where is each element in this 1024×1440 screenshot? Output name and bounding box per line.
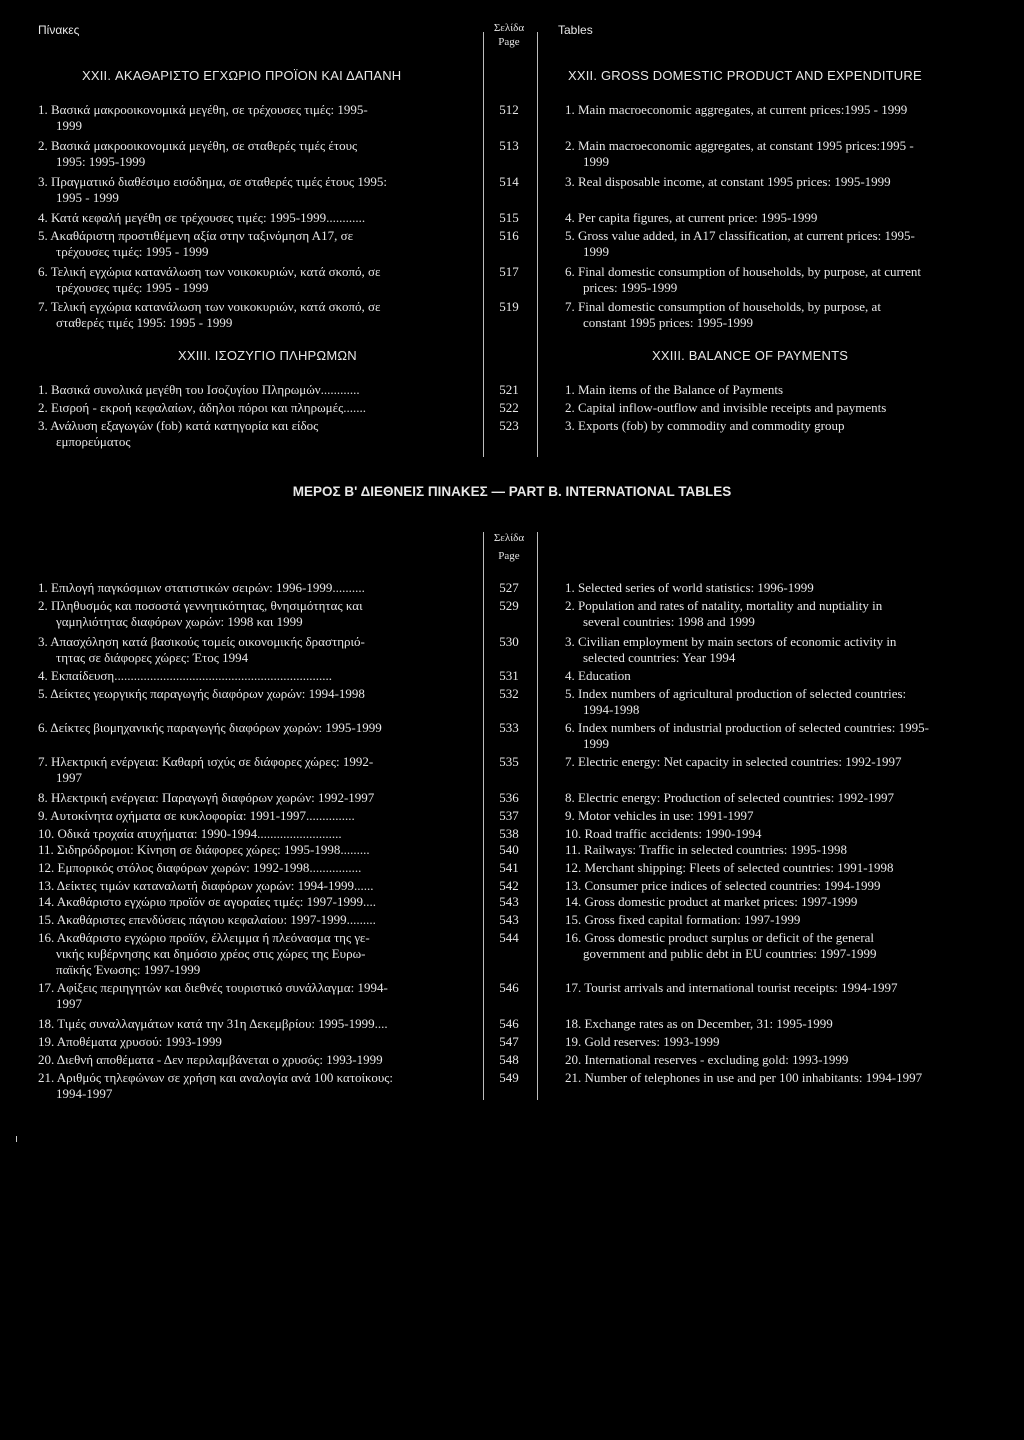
partb-entry-page-number: 547	[499, 1034, 519, 1049]
entry-title-en: 8. Electric energy: Production of selected countries: 1992-1997	[565, 790, 894, 805]
partb-entry-en	[565, 1034, 1005, 1050]
xxiii-entry-page-number: 522	[499, 400, 519, 415]
entry-title-en: 6. Index numbers of industrial production of selected countries: 1995-	[565, 720, 929, 735]
entry-title-gr: 4. Κατά κεφαλή μεγέθη σε τρέχουσες τιμές: 1995-1999............	[38, 210, 366, 225]
partb-entry-page-number: 549	[499, 1070, 519, 1085]
entry-title-en: 19. Gold reserves: 1993-1999	[565, 1034, 720, 1049]
partb-entry-gr	[38, 634, 480, 666]
partb-entry-page-number: 542	[499, 878, 519, 893]
xxii-entry-en	[565, 138, 1005, 170]
partb-entry-page-number: 529	[499, 598, 519, 613]
entry-title-en: 9. Motor vehicles in use: 1991-1997	[565, 808, 754, 823]
xxii-entry-en	[565, 102, 1005, 118]
partb-entry-en	[565, 930, 1005, 962]
xxii-entry-page-number: 517	[499, 264, 519, 279]
partb-entry-en	[565, 598, 1005, 630]
partb-entry-page-number: 541	[499, 860, 519, 875]
partb-entry-en	[565, 894, 1005, 910]
entry-title-en: 1. Selected series of world statistics: 1996-1999	[565, 580, 814, 595]
entry-title-gr: 2. Εισροή - εκροή κεφαλαίων, άδηλοι πόροι και πληρωμές.......	[38, 400, 366, 415]
entry-title-gr: 15. Ακαθάριστες επενδύσεις πάγιου κεφαλαίου: 1997-1999.........	[38, 912, 376, 927]
entry-title-en: 13. Consumer price indices of selected countries: 1994-1999	[565, 878, 881, 893]
entry-title-en-continued: government and public debt in EU countries: 1997-1999	[583, 946, 877, 961]
entry-title-gr: 6. Δείκτες βιομηχανικής παραγωγής διαφόρων χωρών: 1995-1999	[38, 720, 382, 735]
entry-title-gr: 5. Ακαθάριστη προστιθέμενη αξία στην ταξινόμηση Α17, σε	[38, 228, 354, 243]
partb-entry-gr	[38, 930, 480, 978]
entry-title-gr-continued: 1997	[56, 996, 82, 1011]
partb-entry-gr	[38, 686, 480, 702]
partb-entry-page-number: 538	[499, 826, 519, 841]
entry-title-en: 17. Tourist arrivals and international tourist receipts: 1994-1997	[565, 980, 898, 995]
column-rule-left	[483, 32, 484, 457]
entry-title-en: 21. Number of telephones in use and per 100 inhabitants: 1994-1997	[565, 1070, 923, 1085]
xxiii-entry-gr	[38, 382, 480, 398]
entry-title-gr: 2. Πληθυσμός και ποσοστά γεννητικότητας, θνησιμότητας και	[38, 598, 363, 613]
partb-entry-gr	[38, 580, 480, 596]
xxii-entry-gr	[38, 102, 480, 134]
entry-title-en-continued: several countries: 1998 and 1999	[583, 614, 755, 629]
partb-entry-page-number: 527	[499, 580, 519, 595]
partb-entry-page-number: 537	[499, 808, 519, 823]
xxii-entry-page-number: 514	[499, 174, 519, 189]
partb-entry-en	[565, 686, 1005, 718]
xxii-entry-gr	[38, 264, 480, 296]
column-rule-left-partb	[483, 532, 484, 1100]
header-page-label-gr: Σελίδα	[493, 22, 525, 34]
entry-title-en: 14. Gross domestic product at market prices: 1997-1999	[565, 894, 858, 909]
entry-title-en: 3. Civilian employment by main sectors of economic activity in	[565, 634, 897, 649]
partb-entry-gr	[38, 808, 480, 824]
entry-title-en-continued: selected countries: Year 1994	[583, 650, 736, 665]
entry-title-gr: 17. Αφίξεις περιηγητών και διεθνές τουριστικό συνάλλαγμα: 1994-	[38, 980, 388, 995]
entry-title-gr: 3. Ανάλυση εξαγωγών (fob) κατά κατηγορία και είδος	[38, 418, 319, 433]
partb-entry-gr	[38, 598, 480, 630]
partb-entry-gr	[38, 826, 480, 842]
entry-title-gr-continued: εμπορεύματος	[56, 434, 131, 449]
stray-mark	[16, 1136, 17, 1142]
xxii-entry-gr	[38, 174, 480, 206]
entry-title-gr: 1. Επιλογή παγκόσμιων στατιστικών σειρών: 1996-1999..........	[38, 580, 365, 595]
entry-title-gr-continued: παϊκής Ένωσης: 1997-1999	[56, 962, 201, 977]
partb-entry-gr	[38, 980, 480, 1012]
partb-entry-en	[565, 912, 1005, 928]
entry-title-gr: 8. Ηλεκτρική ενέργεια: Παραγωγή διαφόρων χωρών: 1992-1997	[38, 790, 375, 805]
xxii-entry-en	[565, 174, 1005, 190]
entry-title-gr-continued: νικής κυβέρνησης και δημόσιο χρέος στις χώρες της Ευρω-	[56, 946, 366, 961]
partb-entry-en	[565, 790, 1005, 806]
entry-title-en: 2. Population and rates of natality, mortality and nuptiality in	[565, 598, 883, 613]
entry-title-gr: 10. Οδικά τροχαία ατυχήματα: 1990-1994..........................	[38, 826, 342, 841]
partb-entry-page-number: 543	[499, 912, 519, 927]
partb-entry-en	[565, 1016, 1005, 1032]
partb-entry-en	[565, 1052, 1005, 1068]
partb-entry-gr	[38, 668, 480, 684]
entry-title-gr-continued: τητας σε διάφορες χώρες: Έτος 1994	[56, 650, 249, 665]
entry-title-gr: 19. Αποθέματα χρυσού: 1993-1999	[38, 1034, 222, 1049]
partb-entry-en	[565, 826, 1005, 842]
partb-entry-en	[565, 1070, 1005, 1086]
xxiii-entry-page-number: 521	[499, 382, 519, 397]
partb-entry-gr	[38, 1070, 480, 1102]
xxii-entry-page-number: 516	[499, 228, 519, 243]
partb-entry-page-number: 530	[499, 634, 519, 649]
header-right-label: Tables	[558, 23, 593, 37]
entry-title-gr: 7. Ηλεκτρική ενέργεια: Καθαρή ισχύς σε διάφορες χώρες: 1992-	[38, 754, 374, 769]
entry-title-en-continued: 1999	[583, 244, 609, 259]
entry-title-en-continued: prices: 1995-1999	[583, 280, 678, 295]
partb-entry-gr	[38, 860, 480, 876]
xxii-entry-page-number: 519	[499, 299, 519, 314]
xxii-entry-en	[565, 228, 1005, 260]
partb-entry-page-number: 548	[499, 1052, 519, 1067]
section-xxiii-title-en: XXIII. BALANCE OF PAYMENTS	[652, 348, 849, 363]
entry-title-gr-continued: 1997	[56, 770, 82, 785]
partb-entry-en	[565, 980, 1005, 996]
xxii-entry-gr	[38, 299, 480, 331]
xxii-entry-gr	[38, 228, 480, 260]
partb-entry-page-number: 532	[499, 686, 519, 701]
entry-title-gr-continued: γαμηλιότητας διαφόρων χωρών: 1998 και 1999	[56, 614, 303, 629]
xxiii-entry-en	[565, 382, 1005, 398]
partb-entry-gr	[38, 842, 480, 858]
part-b-page-label-en: Page	[498, 550, 520, 562]
xxiii-entry-gr	[38, 418, 480, 450]
entry-title-gr: 12. Εμπορικός στόλος διαφόρων χωρών: 1992-1998................	[38, 860, 362, 875]
entry-title-en: 5. Index numbers of agricultural production of selected countries:	[565, 686, 907, 701]
entry-title-gr: 21. Αριθμός τηλεφώνων σε χρήση και αναλογία ανά 100 κατοίκους:	[38, 1070, 394, 1085]
header-left-label: Πίνακες	[38, 23, 80, 37]
section-xxii-title-en: XXII. GROSS DOMESTIC PRODUCT AND EXPENDITURE	[568, 68, 922, 83]
partb-entry-en	[565, 860, 1005, 876]
xxii-entry-page-number: 512	[499, 102, 519, 117]
entry-title-en: 7. Final domestic consumption of households, by purpose, at	[565, 299, 881, 314]
entry-title-gr-continued: 1995 - 1999	[56, 190, 119, 205]
partb-entry-page-number: 543	[499, 894, 519, 909]
partb-entry-page-number: 533	[499, 720, 519, 735]
partb-entry-gr	[38, 912, 480, 928]
entry-title-en: 1. Main macroeconomic aggregates, at current prices:1995 - 1999	[565, 102, 908, 117]
xxiii-entry-page-number: 523	[499, 418, 519, 433]
entry-title-en: 10. Road traffic accidents: 1990-1994	[565, 826, 762, 841]
entry-title-gr: 3. Απασχόληση κατά βασικούς τομείς οικονομικής δραστηριό-	[38, 634, 365, 649]
partb-entry-gr	[38, 1034, 480, 1050]
entry-title-en: 7. Electric energy: Net capacity in selected countries: 1992-1997	[565, 754, 902, 769]
partb-entry-gr	[38, 1052, 480, 1068]
entry-title-en-continued: 1994-1998	[583, 702, 640, 717]
partb-entry-en	[565, 668, 1005, 684]
entry-title-en: 11. Railways: Traffic in selected countries: 1995-1998	[565, 842, 847, 857]
partb-entry-page-number: 531	[499, 668, 519, 683]
xxii-entry-page-number: 513	[499, 138, 519, 153]
partb-entry-en	[565, 634, 1005, 666]
entry-title-gr: 9. Αυτοκίνητα οχήματα σε κυκλοφορία: 1991-1997...............	[38, 808, 355, 823]
entry-title-en: 3. Exports (fob) by commodity and commodity group	[565, 418, 845, 433]
entry-title-gr: 4. Εκπαίδευση...................................................................	[38, 668, 332, 683]
entry-title-gr-continued: τρέχουσες τιμές: 1995 - 1999	[56, 280, 209, 295]
partb-entry-en	[565, 754, 1005, 770]
entry-title-gr: 3. Πραγματικό διαθέσιμο εισόδημα, σε σταθερές τιμές έτους 1995:	[38, 174, 387, 189]
xxii-entry-en	[565, 264, 1005, 296]
entry-title-en: 4. Education	[565, 668, 631, 683]
partb-entry-page-number: 546	[499, 980, 519, 995]
entry-title-en-continued: 1999	[583, 154, 609, 169]
entry-title-gr-continued: σταθερές τιμές 1995: 1995 - 1999	[56, 315, 233, 330]
entry-title-gr-continued: 1999	[56, 118, 82, 133]
entry-title-gr-continued: τρέχουσες τιμές: 1995 - 1999	[56, 244, 209, 259]
xxiii-entry-en	[565, 400, 1005, 416]
section-xxiii-title-gr: XXIII. ΙΣΟΖΥΓΙΟ ΠΛΗΡΩΜΩΝ	[178, 348, 357, 363]
entry-title-en-continued: constant 1995 prices: 1995-1999	[583, 315, 754, 330]
entry-title-gr: 1. Βασικά συνολικά μεγέθη του Ισοζυγίου Πληρωμών............	[38, 382, 360, 397]
entry-title-en: 2. Capital inflow-outflow and invisible receipts and payments	[565, 400, 887, 415]
column-rule-right	[537, 32, 538, 457]
partb-entry-gr	[38, 754, 480, 786]
xxii-entry-en	[565, 299, 1005, 331]
entry-title-en: 16. Gross domestic product surplus or deficit of the general	[565, 930, 875, 945]
partb-entry-gr	[38, 878, 480, 894]
entry-title-en: 20. International reserves - excluding gold: 1993-1999	[565, 1052, 849, 1067]
partb-entry-en	[565, 720, 1005, 752]
partb-entry-gr	[38, 720, 480, 736]
entry-title-gr-continued: 1994-1997	[56, 1086, 113, 1101]
entry-title-gr: 7. Τελική εγχώρια κατανάλωση των νοικοκυριών, κατά σκοπό, σε	[38, 299, 381, 314]
partb-entry-en	[565, 842, 1005, 858]
entry-title-gr: 20. Διεθνή αποθέματα - Δεν περιλαμβάνεται ο χρυσός: 1993-1999	[38, 1052, 383, 1067]
entry-title-gr-continued: 1995: 1995-1999	[56, 154, 146, 169]
partb-entry-gr	[38, 790, 480, 806]
entry-title-en: 6. Final domestic consumption of households, by purpose, at current	[565, 264, 922, 279]
partb-entry-page-number: 540	[499, 842, 519, 857]
entry-title-en: 5. Gross value added, in A17 classification, at current prices: 1995-	[565, 228, 915, 243]
xxii-entry-gr	[38, 210, 480, 226]
xxii-entry-gr	[38, 138, 480, 170]
entry-title-gr: 16. Ακαθάριστο εγχώριο προϊόν, έλλειμμα ή πλεόνασμα της γε-	[38, 930, 370, 945]
entry-title-gr: 1. Βασικά μακροοικονομικά μεγέθη, σε τρέχουσες τιμές: 1995-	[38, 102, 368, 117]
partb-entry-gr	[38, 1016, 480, 1032]
section-xxii-title-gr: XXII. ΑΚΑΘΑΡΙΣΤΟ ΕΓΧΩΡΙΟ ΠΡΟΪΟΝ ΚΑΙ ΔΑΠΑΝΗ	[82, 68, 402, 83]
xxii-entry-page-number: 515	[499, 210, 519, 225]
entry-title-en: 2. Main macroeconomic aggregates, at constant 1995 prices:1995 -	[565, 138, 914, 153]
entry-title-gr: 13. Δείκτες τιμών καταναλωτή διαφόρων χωρών: 1994-1999......	[38, 878, 374, 893]
entry-title-en: 4. Per capita figures, at current price: 1995-1999	[565, 210, 818, 225]
part-b-page-label-gr: Σελίδα	[493, 532, 525, 544]
entry-title-en: 3. Real disposable income, at constant 1995 prices: 1995-1999	[565, 174, 891, 189]
xxii-entry-en	[565, 210, 1005, 226]
header-page-label-en: Page	[498, 36, 520, 48]
partb-entry-en	[565, 580, 1005, 596]
partb-entry-en	[565, 878, 1005, 894]
column-rule-right-partb	[537, 532, 538, 1100]
entry-title-en: 1. Main items of the Balance of Payments	[565, 382, 784, 397]
partb-entry-page-number: 544	[499, 930, 519, 945]
entry-title-gr: 14. Ακαθάριστο εγχώριο προϊόν σε αγοραίες τιμές: 1997-1999....	[38, 894, 376, 909]
partb-entry-page-number: 546	[499, 1016, 519, 1031]
partb-entry-page-number: 536	[499, 790, 519, 805]
entry-title-gr: 11. Σιδηρόδρομοι: Κίνηση σε διάφορες χώρες: 1995-1998.........	[38, 842, 370, 857]
partb-entry-gr	[38, 894, 480, 910]
entry-title-gr: 18. Τιμές συναλλαγμάτων κατά την 31η Δεκεμβρίου: 1995-1999....	[38, 1016, 388, 1031]
entry-title-en: 18. Exchange rates as on December, 31: 1995-1999	[565, 1016, 833, 1031]
part-b-title: ΜΕΡΟΣ Β' ΔΙΕΘΝΕΙΣ ΠΙΝΑΚΕΣ — PART B. INTERNATIONAL TABLES	[292, 484, 732, 499]
entry-title-gr: 6. Τελική εγχώρια κατανάλωση των νοικοκυριών, κατά σκοπό, σε	[38, 264, 381, 279]
partb-entry-en	[565, 808, 1005, 824]
entry-title-en: 12. Merchant shipping: Fleets of selected countries: 1991-1998	[565, 860, 894, 875]
xxiii-entry-gr	[38, 400, 480, 416]
xxiii-entry-en	[565, 418, 1005, 434]
partb-entry-page-number: 535	[499, 754, 519, 769]
entry-title-gr: 2. Βασικά μακροοικονομικά μεγέθη, σε σταθερές τιμές έτους	[38, 138, 358, 153]
entry-title-gr: 5. Δείκτες γεωργικής παραγωγής διαφόρων χωρών: 1994-1998	[38, 686, 365, 701]
entry-title-en-continued: 1999	[583, 736, 609, 751]
entry-title-en: 15. Gross fixed capital formation: 1997-1999	[565, 912, 801, 927]
